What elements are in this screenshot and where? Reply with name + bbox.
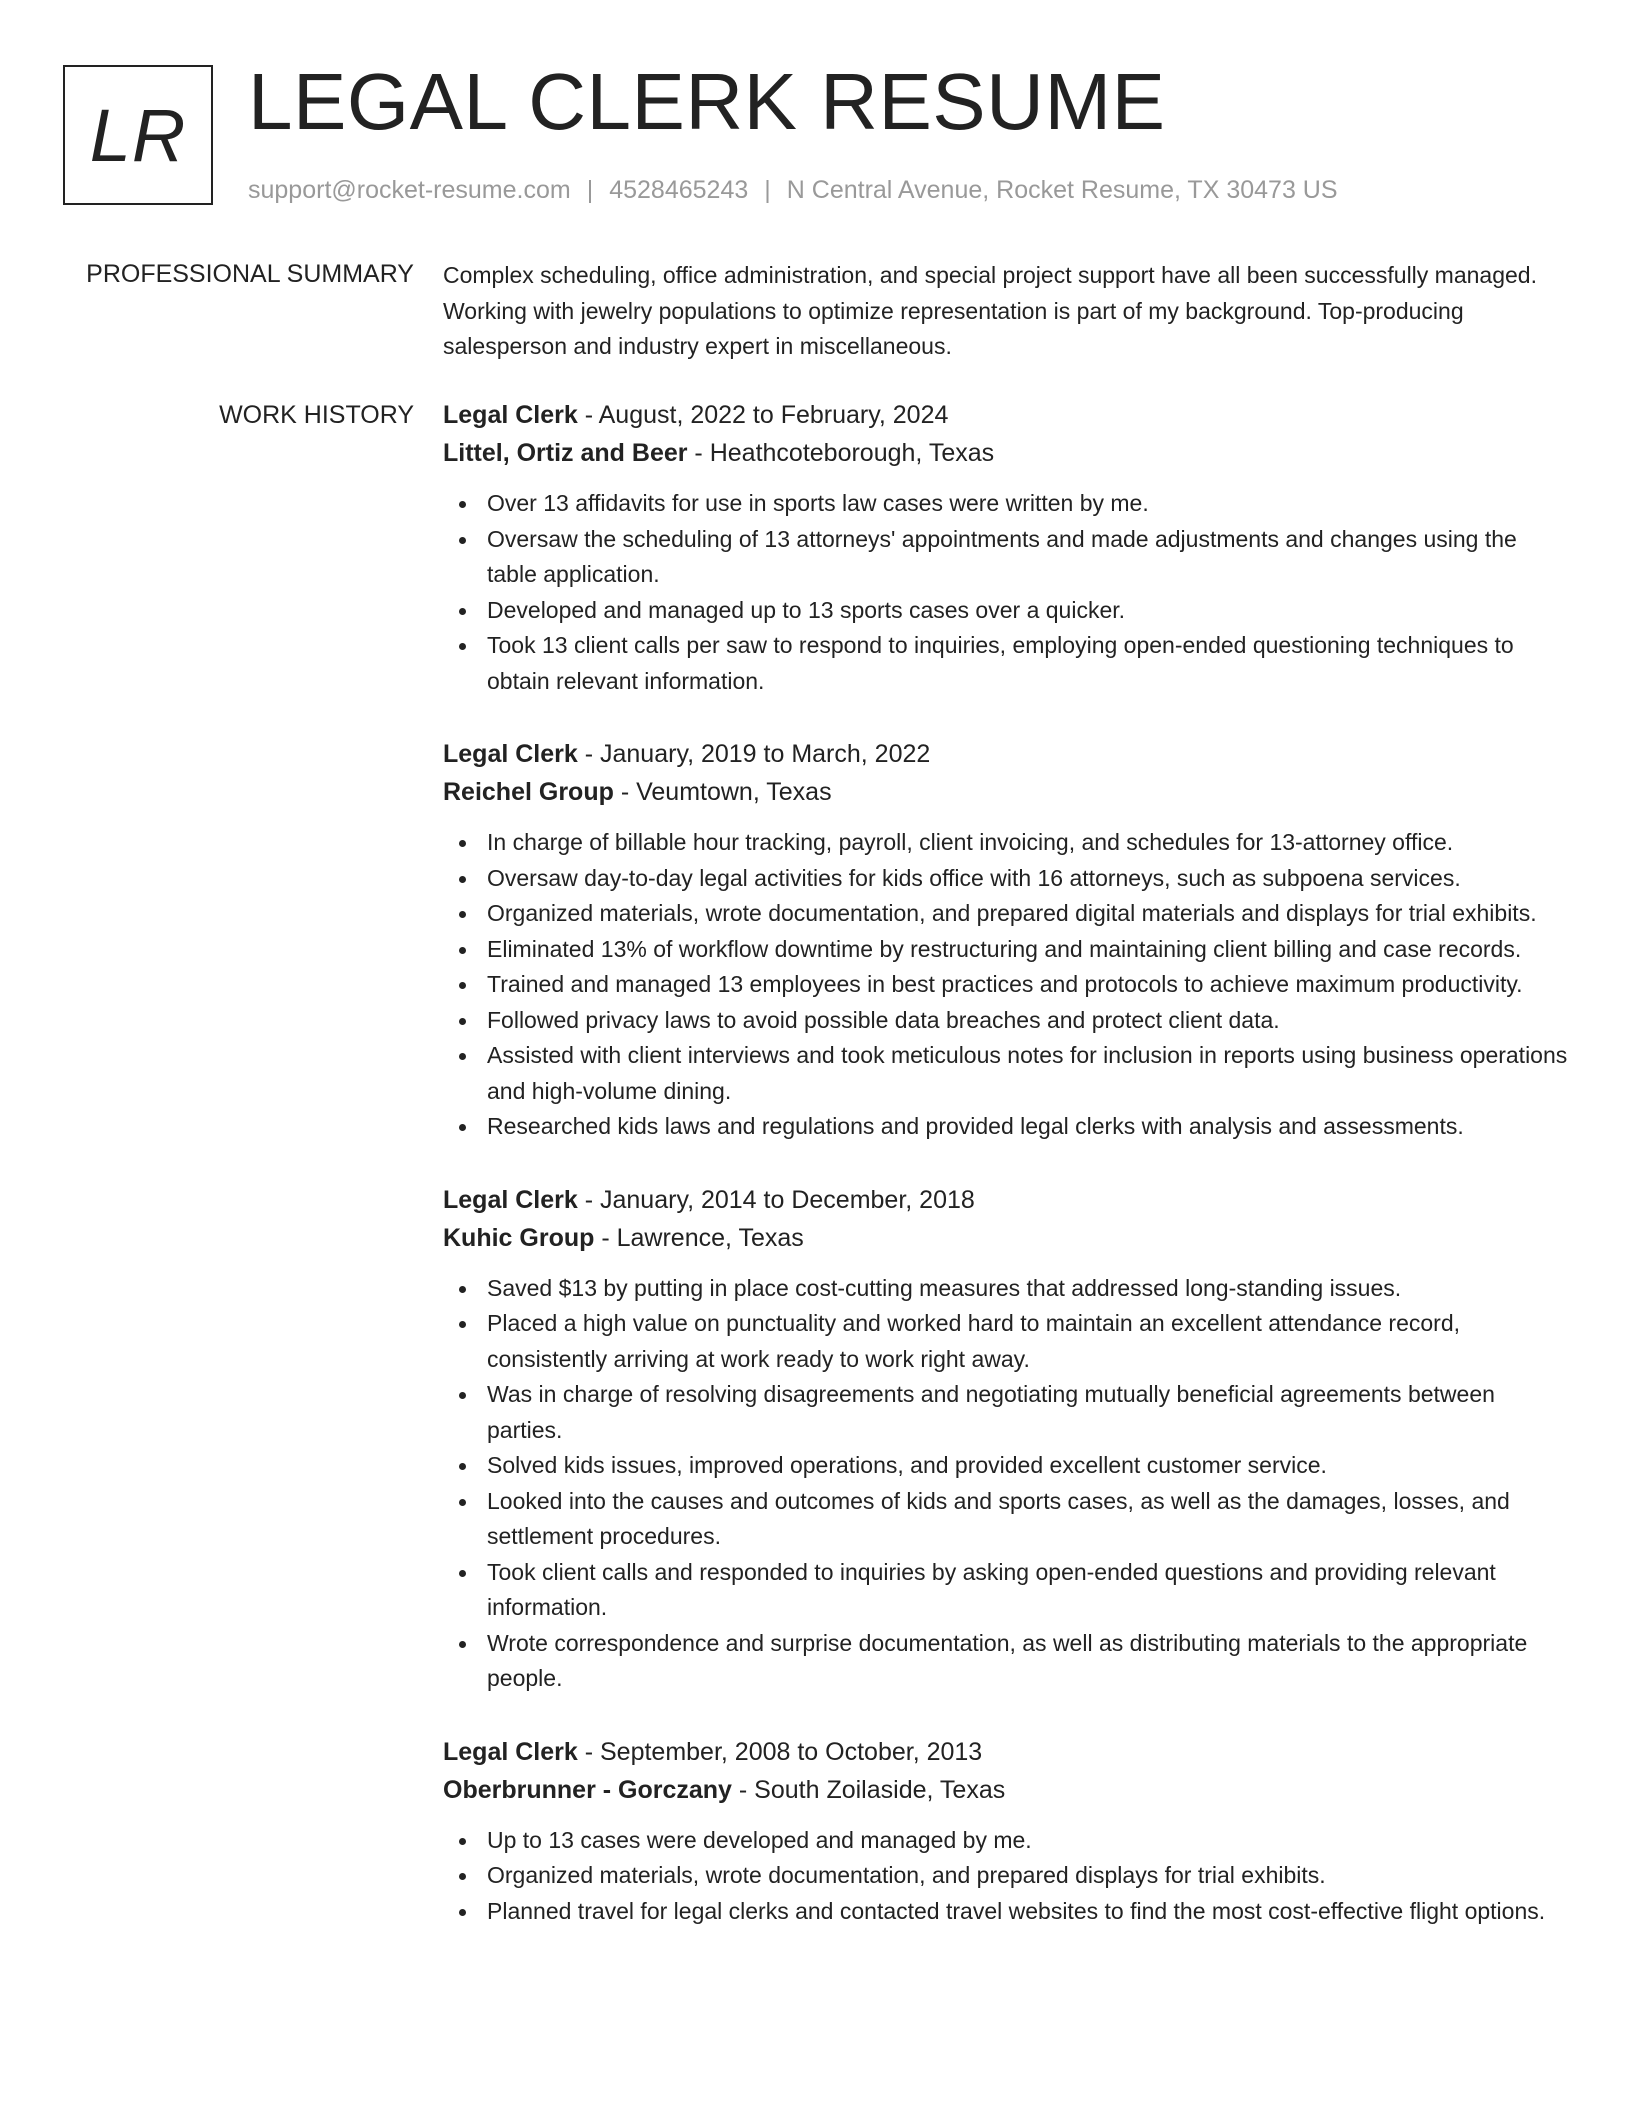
job-title: Legal Clerk bbox=[443, 401, 578, 429]
job-company: Littel, Ortiz and Beer bbox=[443, 439, 688, 467]
job-bullet: Followed privacy laws to avoid possible data breaches and protect client data. bbox=[443, 1003, 1568, 1039]
work-history-list bbox=[443, 396, 1568, 1965]
job-entry bbox=[443, 396, 1568, 699]
contact-separator: | bbox=[764, 176, 771, 204]
job-location: - Heathcoteborough, Texas bbox=[687, 439, 995, 467]
job-bullet: Developed and managed up to 13 sports cases over a quicker. bbox=[443, 593, 1568, 629]
job-bullet: Oversaw day-to-day legal activities for kids office with 16 attorneys, such as subpoena services. bbox=[443, 861, 1568, 897]
job-bullet: Wrote correspondence and surprise documentation, as well as distributing materials to the appropriate people. bbox=[443, 1626, 1568, 1697]
job-bullet: Over 13 affidavits for use in sports law cases were written by me. bbox=[443, 486, 1568, 522]
job-company-line bbox=[443, 1219, 1568, 1257]
job-location: - Lawrence, Texas bbox=[594, 1223, 804, 1252]
job-bullet: Organized materials, wrote documentation, and prepared digital materials and displays for trial exhibits. bbox=[443, 896, 1568, 932]
work-history-section-label: WORK HISTORY bbox=[219, 401, 414, 429]
job-bullet: Oversaw the scheduling of 13 attorneys' appointments and made adjustments and changes using the table application. bbox=[443, 522, 1568, 593]
job-location: - Veumtown, Texas bbox=[613, 778, 832, 806]
job-bullet: Planned travel for legal clerks and contacted travel websites to find the most cost-effective flight options. bbox=[443, 1894, 1568, 1930]
job-dates: - January, 2014 to December, 2018 bbox=[577, 1185, 975, 1214]
contact-separator: | bbox=[586, 176, 594, 204]
job-bullet-list bbox=[443, 825, 1568, 1145]
monogram-initials: LR bbox=[89, 93, 187, 177]
resume-title: LEGAL CLERK RESUME bbox=[248, 57, 1166, 146]
job-bullet: Was in charge of resolving disagreements and negotiating mutually beneficial agreements between parties. bbox=[443, 1377, 1568, 1448]
job-dates: - September, 2008 to October, 2013 bbox=[577, 1737, 983, 1766]
job-dates: - January, 2019 to March, 2022 bbox=[577, 740, 931, 768]
job-dates: - August, 2022 to February, 2024 bbox=[577, 401, 949, 429]
job-bullet: Researched kids laws and regulations and provided legal clerks with analysis and assessments. bbox=[443, 1109, 1568, 1145]
job-location: - South Zoilaside, Texas bbox=[731, 1775, 1006, 1804]
job-bullet: Assisted with client interviews and took meticulous notes for inclusion in reports using business operations and high-volume dining. bbox=[443, 1038, 1568, 1109]
job-bullet: Solved kids issues, improved operations, and provided excellent customer service. bbox=[443, 1448, 1568, 1484]
monogram-box bbox=[63, 65, 213, 205]
job-entry bbox=[443, 735, 1568, 1145]
job-title: Legal Clerk bbox=[443, 1737, 578, 1766]
contact-phone[interactable]: 4528465243 bbox=[609, 176, 749, 204]
job-company: Reichel Group bbox=[443, 778, 614, 806]
job-company: Kuhic Group bbox=[443, 1223, 595, 1252]
job-title-line bbox=[443, 1181, 1568, 1219]
job-title-line bbox=[443, 396, 1568, 434]
job-bullet: Placed a high value on punctuality and worked hard to maintain an excellent attendance record, consistently arriving at work ready to work right away. bbox=[443, 1306, 1568, 1377]
job-bullet: Up to 13 cases were developed and managed by me. bbox=[443, 1823, 1568, 1859]
job-bullet: Took client calls and responded to inquiries by asking open-ended questions and providing relevant information. bbox=[443, 1555, 1568, 1626]
contact-line bbox=[248, 174, 1338, 206]
job-company-line bbox=[443, 434, 1568, 472]
job-company-line bbox=[443, 1771, 1568, 1809]
job-company: Oberbrunner - Gorczany bbox=[443, 1775, 732, 1804]
job-title-line bbox=[443, 735, 1568, 773]
job-bullet-list bbox=[443, 1271, 1568, 1697]
contact-address: N Central Avenue, Rocket Resume, TX 30473 US bbox=[786, 176, 1338, 204]
job-bullet: Eliminated 13% of workflow downtime by restructuring and maintaining client billing and case records. bbox=[443, 932, 1568, 968]
job-entry bbox=[443, 1733, 1568, 1930]
job-bullet: In charge of billable hour tracking, payroll, client invoicing, and schedules for 13-attorney office. bbox=[443, 825, 1568, 861]
job-title-line bbox=[443, 1733, 1568, 1771]
contact-email[interactable]: support@rocket-resume.com bbox=[248, 176, 571, 204]
job-bullet: Looked into the causes and outcomes of kids and sports cases, as well as the damages, losses, and settlement procedures. bbox=[443, 1484, 1568, 1555]
job-bullet: Took 13 client calls per saw to respond to inquiries, employing open-ended questioning techniques to obtain relevant information. bbox=[443, 628, 1568, 699]
job-company-line bbox=[443, 773, 1568, 811]
job-bullet: Saved $13 by putting in place cost-cutting measures that addressed long-standing issues. bbox=[443, 1271, 1568, 1307]
job-bullet-list bbox=[443, 1823, 1568, 1930]
job-bullet: Organized materials, wrote documentation, and prepared displays for trial exhibits. bbox=[443, 1858, 1568, 1894]
job-entry bbox=[443, 1181, 1568, 1697]
job-bullet-list bbox=[443, 486, 1568, 699]
job-bullet: Trained and managed 13 employees in best practices and protocols to achieve maximum productivity. bbox=[443, 967, 1568, 1003]
summary-section-label: PROFESSIONAL SUMMARY bbox=[86, 260, 414, 288]
job-title: Legal Clerk bbox=[443, 740, 578, 768]
job-title: Legal Clerk bbox=[443, 1185, 578, 1214]
summary-text: Complex scheduling, office administration, and special project support have all been successfully managed. Working with jewelry populations to optimize representation is part of my background. Top-producing salesperson and industry expert in miscellaneous. bbox=[443, 262, 1537, 359]
